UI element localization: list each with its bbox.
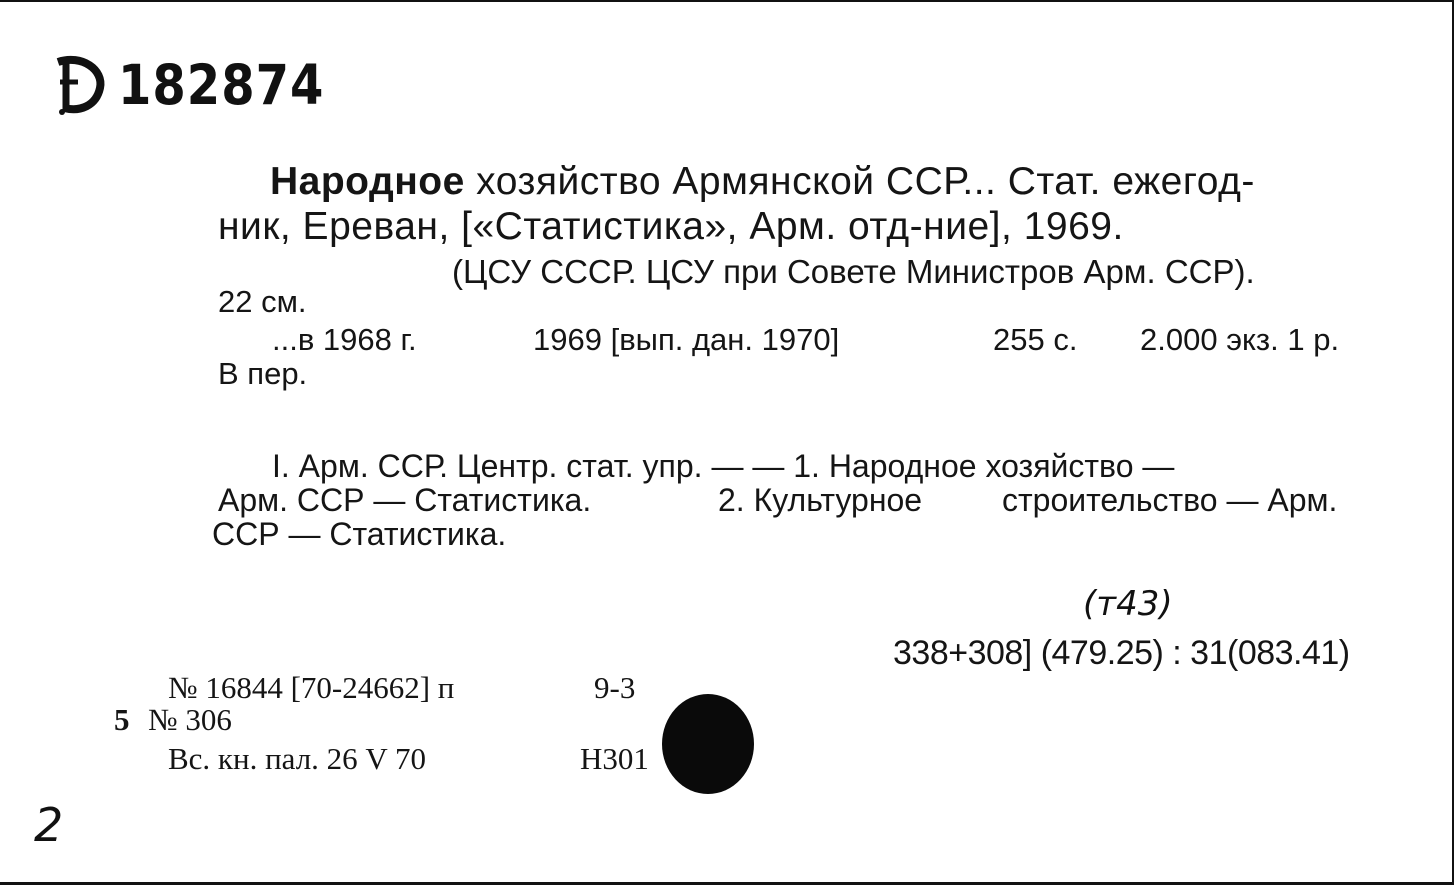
handwritten-class-mark: (т43): [1083, 584, 1173, 624]
copies-and-price: 2.000 экз. 1 р.: [1140, 322, 1340, 357]
record-number: № 16844 [70-24662] п: [168, 670, 455, 705]
record-code: 9-3: [594, 670, 636, 705]
title-line-1: [270, 162, 1390, 201]
tracings-line-1: I. Арм. ССР. Центр. стат. упр. — — 1. Народное хозяйство —: [272, 448, 1175, 484]
issue-year: 1969 [вып. дан. 1970]: [533, 322, 840, 357]
accession-number: 182874: [118, 53, 325, 118]
title-main-word: Народное: [270, 160, 465, 203]
tracings-line-2a: Арм. ССР — Статистика.: [218, 482, 592, 518]
issue-label: ...в 1968 г.: [272, 322, 417, 357]
library-stamp-mark: [52, 52, 108, 118]
binding: В пер.: [218, 356, 308, 391]
title-line-1-rest: хозяйство Армянской ССР... Стат. ежегод-: [464, 160, 1255, 203]
book-chamber-date: Вс. кн. пал. 26 V 70: [168, 741, 427, 776]
lot-prefix: 5: [114, 702, 130, 737]
tracings-line-2c: строительство — Арм.: [1002, 482, 1338, 518]
lot-number: № 306: [148, 702, 232, 737]
classification-index: 338+308] (479.25) : 31(083.41): [893, 634, 1350, 672]
book-chamber-code: Н301: [580, 741, 649, 776]
tracings-line-2b: 2. Культурное: [718, 482, 923, 518]
series-statement: (ЦСУ СССР. ЦСУ при Совете Министров Арм. ССР).: [452, 253, 1255, 290]
punch-hole: [662, 694, 754, 794]
corner-handwritten-mark: 2: [34, 798, 64, 852]
tracings-line-3: ССР — Статистика.: [212, 516, 507, 552]
title-line-2: ник, Ереван, [«Статистика», Арм. отд-ние], 1969.: [218, 205, 1124, 248]
stamp-d-icon: [52, 52, 108, 118]
physical-size: 22 см.: [218, 284, 307, 319]
page-count: 255 с.: [993, 322, 1078, 357]
